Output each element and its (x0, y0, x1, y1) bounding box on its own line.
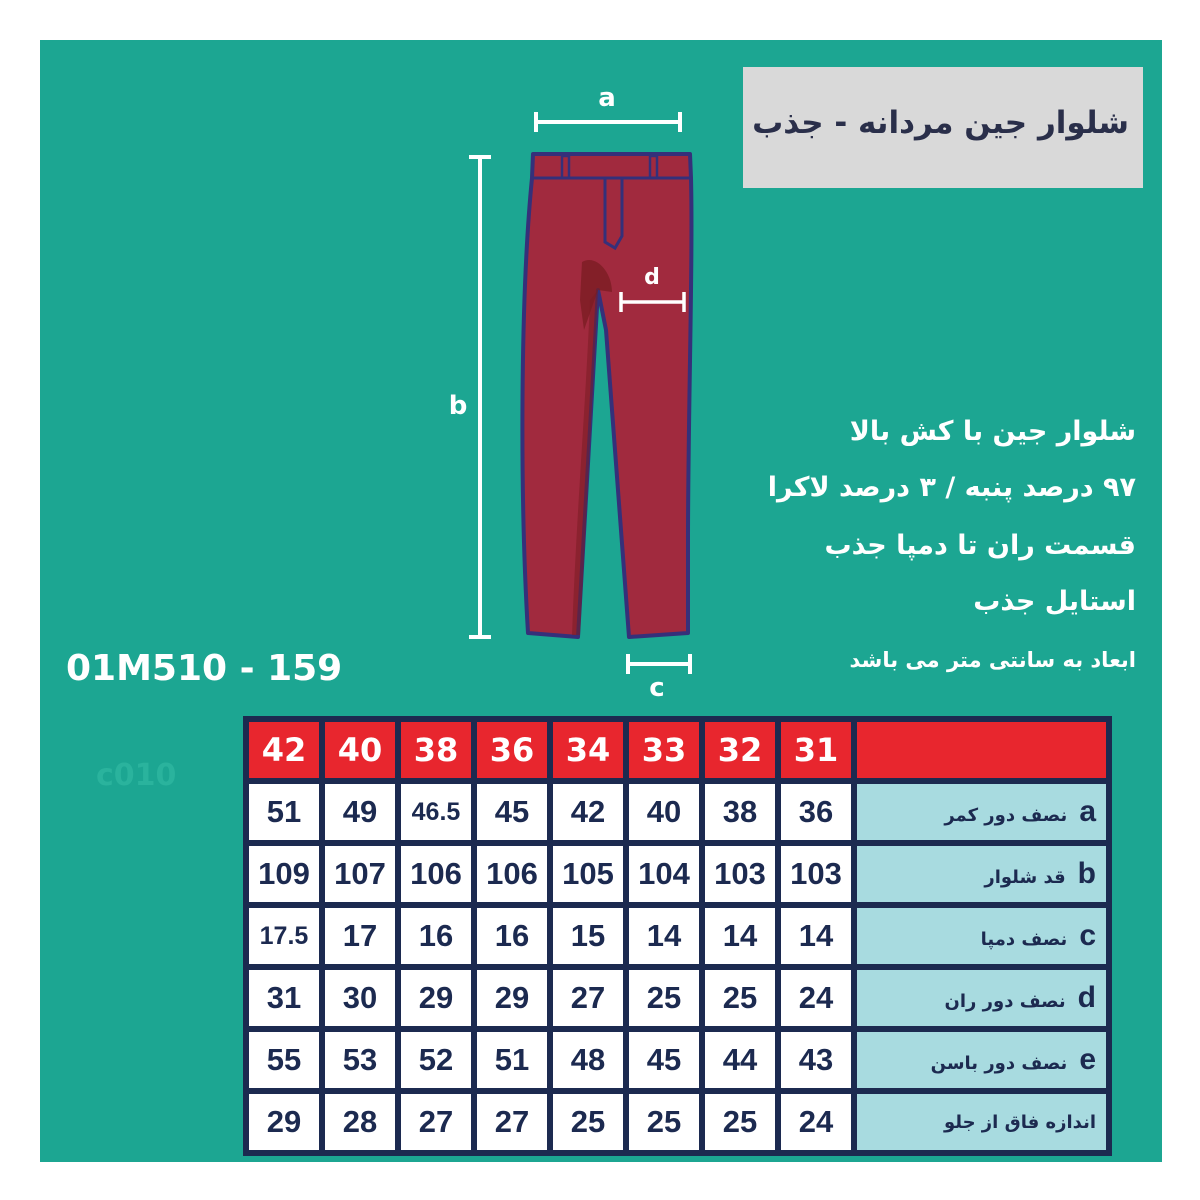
row-label-cell (857, 846, 1106, 902)
row-label: نصف دور کمر (944, 805, 1068, 826)
table-cell: 52 (401, 1032, 471, 1088)
table-cell: 109 (249, 846, 319, 902)
page-title: شلوار جین مردانه - جذب (752, 105, 1129, 141)
row-label: قد شلوار (984, 867, 1066, 888)
table-cell: 14 (705, 908, 775, 964)
table-cell: 38 (705, 784, 775, 840)
table-cell: 16 (401, 908, 471, 964)
table-cell: 29 (477, 970, 547, 1026)
size-header-cell: 42 (249, 722, 319, 778)
dimension-a (536, 83, 680, 132)
table-cell: 17.5 (249, 908, 319, 964)
row-letter: e (1079, 1043, 1096, 1076)
row-label: نصف دمپا (980, 929, 1068, 950)
row-label-cell (857, 1094, 1106, 1150)
table-cell: 29 (401, 970, 471, 1026)
table-cell: 25 (553, 1094, 623, 1150)
feature-line-4: استایل جذب (973, 586, 1136, 617)
table-row (249, 784, 1106, 840)
size-header-cell: 40 (325, 722, 395, 778)
product-code: 01M510 - 159 (66, 648, 343, 689)
table-cell: 25 (629, 1094, 699, 1150)
dimension-c (628, 654, 690, 703)
row-label: اندازه فاق از جلو (943, 1111, 1096, 1133)
table-cell: 103 (705, 846, 775, 902)
dimension-d-label: d (644, 265, 660, 290)
table-cell: 51 (249, 784, 319, 840)
table-cell: 16 (477, 908, 547, 964)
table-cell: 49 (325, 784, 395, 840)
table-cell: 106 (477, 846, 547, 902)
table-cell: 43 (781, 1032, 851, 1088)
size-header-corner (857, 722, 1106, 778)
units-note: ابعاد به سانتی متر می باشد (849, 648, 1136, 672)
table-cell: 14 (629, 908, 699, 964)
table-cell: 51 (477, 1032, 547, 1088)
table-cell: 106 (401, 846, 471, 902)
table-cell: 24 (781, 1094, 851, 1150)
pants-illustration (522, 154, 691, 637)
table-cell: 17 (325, 908, 395, 964)
size-table (243, 716, 1112, 1156)
table-cell: 27 (553, 970, 623, 1026)
table-cell: 27 (401, 1094, 471, 1150)
table-row (249, 1094, 1106, 1150)
table-cell: 107 (325, 846, 395, 902)
table-cell: 28 (325, 1094, 395, 1150)
table-row (249, 1032, 1106, 1088)
row-letter: a (1079, 795, 1096, 828)
size-header-cell: 36 (477, 722, 547, 778)
table-cell: 46.5 (401, 784, 471, 840)
size-header-cell: 32 (705, 722, 775, 778)
table-cell: 45 (629, 1032, 699, 1088)
row-label: نصف دور ران (944, 991, 1066, 1012)
table-cell: 48 (553, 1032, 623, 1088)
table-cell: 25 (705, 1094, 775, 1150)
table-cell: 103 (781, 846, 851, 902)
feature-line-2: ۹۷ درصد پنبه / ۳ درصد لاکرا (767, 472, 1136, 503)
table-row (249, 846, 1106, 902)
feature-line-3: قسمت ران تا دمپا جذب (824, 530, 1136, 561)
row-letter: b (1077, 857, 1096, 890)
size-header-cell: 33 (629, 722, 699, 778)
table-cell: 25 (629, 970, 699, 1026)
table-cell: 53 (325, 1032, 395, 1088)
size-header-row (249, 722, 1106, 778)
table-cell: 29 (249, 1094, 319, 1150)
dimension-b-label: b (448, 391, 468, 421)
table-cell: 55 (249, 1032, 319, 1088)
row-label: نصف دور باسن (930, 1053, 1068, 1074)
size-header-cell: 31 (781, 722, 851, 778)
row-label-cell (857, 908, 1106, 964)
table-cell: 27 (477, 1094, 547, 1150)
table-cell: 15 (553, 908, 623, 964)
dimension-a-label: a (598, 83, 616, 113)
dimension-c-label: c (649, 673, 665, 703)
row-letter: d (1077, 981, 1096, 1014)
faint-code: c010 (96, 758, 177, 793)
row-label-cell (857, 970, 1106, 1026)
size-table-body (249, 722, 1106, 1150)
table-cell: 45 (477, 784, 547, 840)
table-cell: 105 (553, 846, 623, 902)
table-cell: 42 (553, 784, 623, 840)
table-cell: 36 (781, 784, 851, 840)
row-letter: c (1079, 919, 1096, 952)
table-cell: 104 (629, 846, 699, 902)
table-cell: 31 (249, 970, 319, 1026)
table-row (249, 970, 1106, 1026)
row-label-cell (857, 784, 1106, 840)
feature-line-1: شلوار جین با کش بالا (849, 416, 1136, 447)
row-label-cell (857, 1032, 1106, 1088)
table-row (249, 908, 1106, 964)
table-cell: 44 (705, 1032, 775, 1088)
size-header-cell: 34 (553, 722, 623, 778)
table-cell: 14 (781, 908, 851, 964)
dimension-b (449, 157, 491, 637)
table-cell: 25 (705, 970, 775, 1026)
table-cell: 30 (325, 970, 395, 1026)
size-header-cell: 38 (401, 722, 471, 778)
table-cell: 24 (781, 970, 851, 1026)
table-cell: 40 (629, 784, 699, 840)
